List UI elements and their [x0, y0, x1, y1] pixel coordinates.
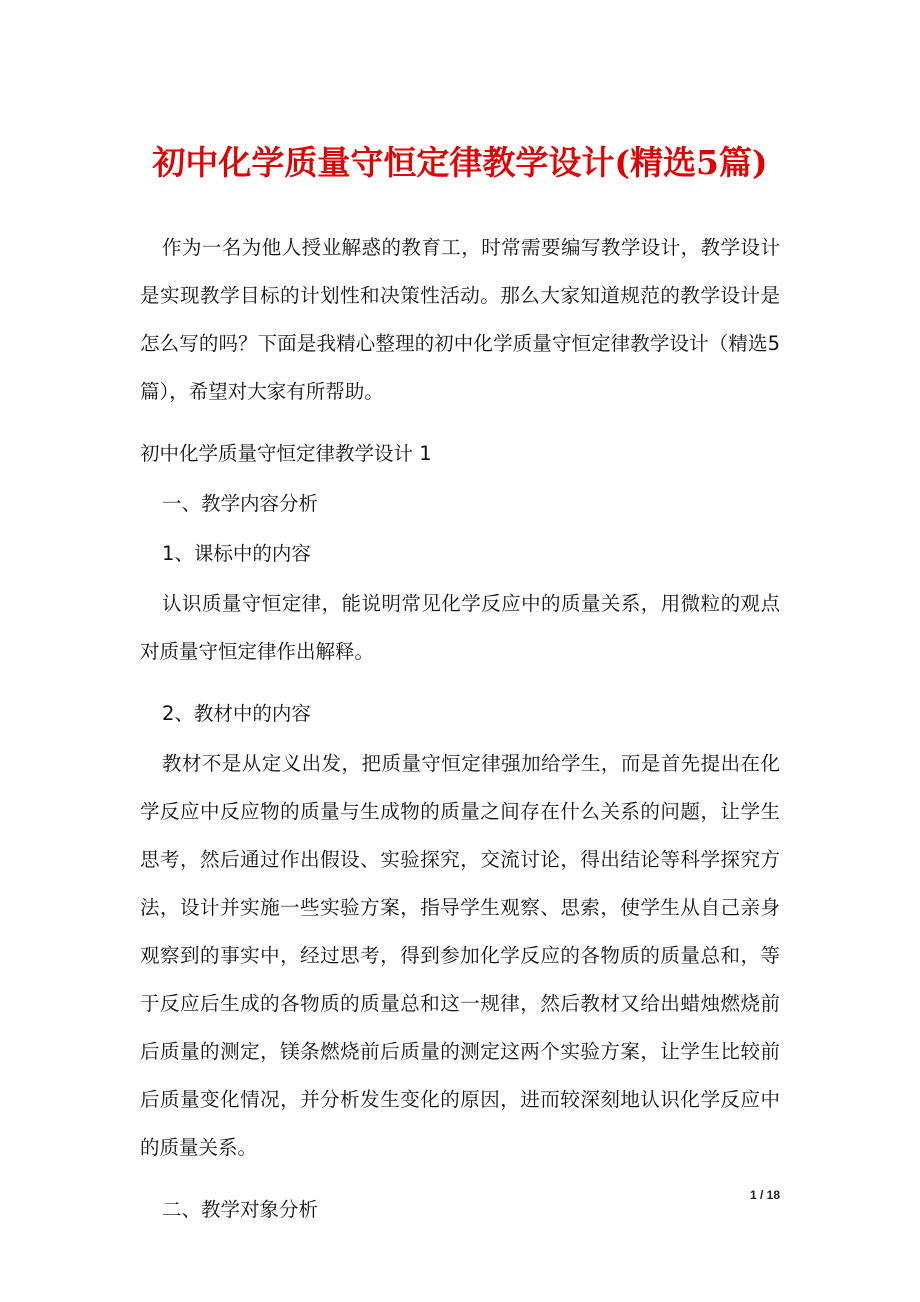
subsection-heading: 二、教学对象分析 [162, 1198, 319, 1221]
body-paragraph: 教材不是从定义出发，把质量守恒定律强加给学生，而是首先提出在化学反应中反应物的质量与生成物的质量之间存在什么关系的问题，让学生思考，然后通过作出假设、实验探究，交流讨论，得出结论等科学探究方法，设计并实施一些实验方案，指导学生观察、思索，使学生从自己亲身观察到的事实中，经过思考，得到参加化学反应的各物质的质量总和，等于反应后生成的各物质的质量总和这一规律，然后教材又给出蜡烛燃烧前后质量的测定，镁条燃烧前后质量的测定这两个实验方案，让学生比较前后质量变化情况，并分析发生变化的原因，进而较深刻地认识化学反应中的质量关系。 [140, 752, 780, 1159]
intro-paragraph: 作为一名为他人授业解惑的教育工，时常需要编写教学设计，教学设计是实现教学目标的计划性和决策性活动。那么大家知道规范的教学设计是怎么写的吗？下面是我精心整理的初中化学质量守恒定律教学设计（精选5篇），希望对大家有所帮助。 [140, 236, 780, 403]
document-body [140, 224, 780, 1236]
subsection-heading: 一、教学内容分析 [162, 492, 319, 515]
subsection-heading: 1、课标中的内容 [162, 542, 311, 565]
body-paragraph: 认识质量守恒定律，能说明常见化学反应中的质量关系，用微粒的观点对质量守恒定律作出解释。 [140, 592, 780, 663]
document-title: 初中化学质量守恒定律教学设计(精选5篇) [152, 143, 768, 182]
page-number: 1 / 18 [749, 1188, 780, 1202]
section-heading: 初中化学质量守恒定律教学设计 1 [140, 442, 432, 465]
subsection-heading: 2、教材中的内容 [162, 702, 311, 725]
